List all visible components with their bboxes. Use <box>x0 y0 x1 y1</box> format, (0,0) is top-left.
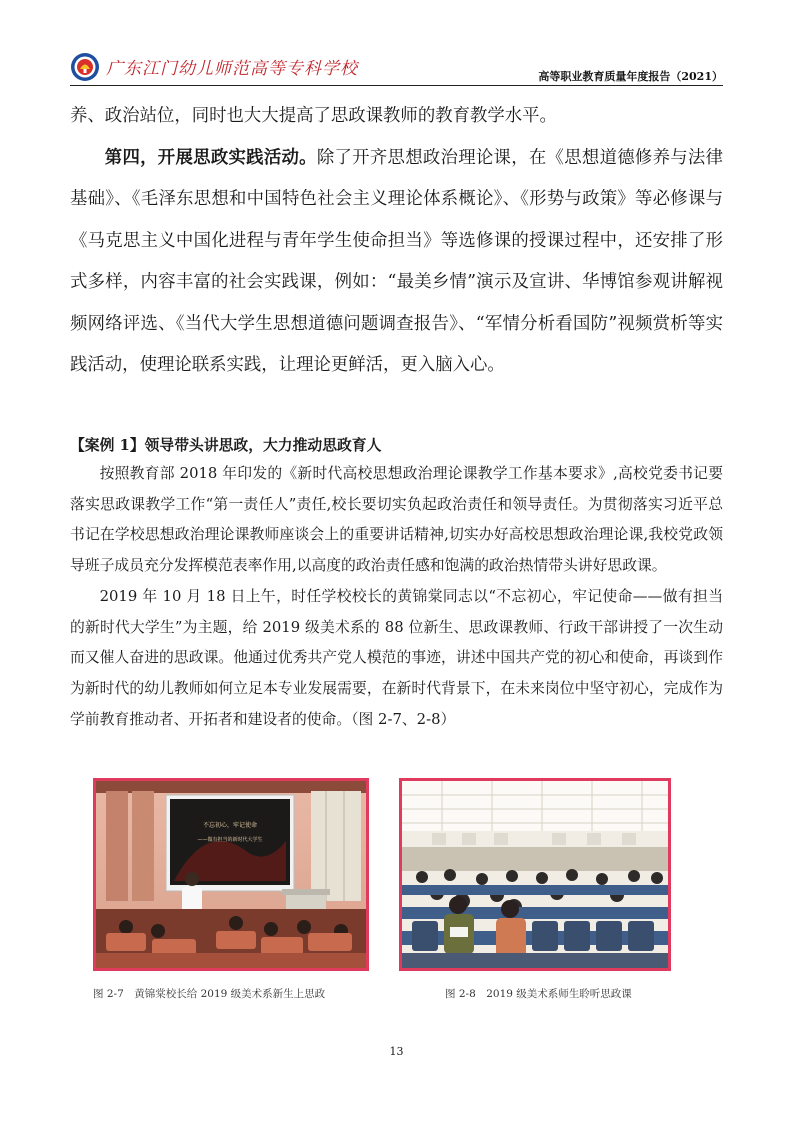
school-logo-icon <box>70 52 100 82</box>
page-number: 13 <box>389 1045 404 1058</box>
school-name-logotype: 广东江门幼儿师范高等专科学校 <box>106 59 358 79</box>
photo-students-listening <box>399 778 671 971</box>
photo-principal-lecture <box>93 778 369 971</box>
case-title: 【案例 1】领导带头讲思政，大力推动思政育人 <box>70 437 382 454</box>
page-header <box>70 52 723 86</box>
paragraph-body: 除了开齐思想政治理论课，在《思想道德修养与法律基础》、《毛泽东思想和中国特色社会主义理论体系概论》、《形势与政策》等必修课与《马克思主义中国化进程与青年学生使命担当》等选修课的授课过程中，还安排了形式多样，内容丰富的社会实践课，例如：“最美乡情”演示及宣讲、华博馆参观讲解视频网络评选、《当代大学生思想道德问题调查报告》、“军情分析看国防”视频赏析等实践活动，使理论联系实践，让理论更鲜活，更入脑入心。 <box>70 147 723 375</box>
case-paragraph-1: 按照教育部 2018 年印发的《新时代高校思想政治理论课教学工作基本要求》,高校党委书记要落实思政课教学工作“第一责任人”责任,校长要切实负起政治责任和领导责任。为贯彻落实习近平总书记在学校思想政治理论课教师座谈会上的重要讲话精神,切实办好高校思想政治理论课,我校党政领导班子成员充分发挥模范表率作用,以高度的政治责任感和饱满的政治热情带头讲好思政课。 <box>70 465 723 575</box>
paragraph-continuation: 养、政治站位，同时也大大提高了思政课教师的教育教学水平。 <box>70 106 557 126</box>
case-body <box>70 459 723 735</box>
header-divider <box>70 85 723 86</box>
paragraph-lead: 第四，开展思政实践活动。 <box>104 147 317 168</box>
body-text-top <box>70 96 723 387</box>
screen-subtitle: ——做有担当的新时代大学生 <box>197 837 263 843</box>
screen-title: 不忘初心，牢记使命 <box>202 822 258 829</box>
case-paragraph-2: 2019 年 10 月 18 日上午，时任学校校长的黄锦棠同志以“不忘初心，牢记使命——做有担当的新时代大学生”为主题，给 2019 级美术系的 88 位新生、思政课教师、行政干部讲授了一次生动而又催人奋进的思政课。他通过优秀共产党人模范的事迹，讲述中国共产党的初心和使命，再谈到作为新时代的幼儿教师如何立足本专业发展需要，在新时代背景下，在未来岗位中坚守初心，完成作为学前教育推动者、开拓者和建设者的使命。（图 2-7、2-8） <box>70 587 723 728</box>
figure-caption-left: 图 2-7 黄锦棠校长给 2019 级美术系新生上思政 <box>93 988 326 1000</box>
report-title: 高等职业教育质量年度报告（2021） <box>538 70 723 83</box>
paragraph-practice <box>70 138 723 387</box>
figure-caption-right: 图 2-8 2019 级美术系师生聆听思政课 <box>445 988 632 1000</box>
